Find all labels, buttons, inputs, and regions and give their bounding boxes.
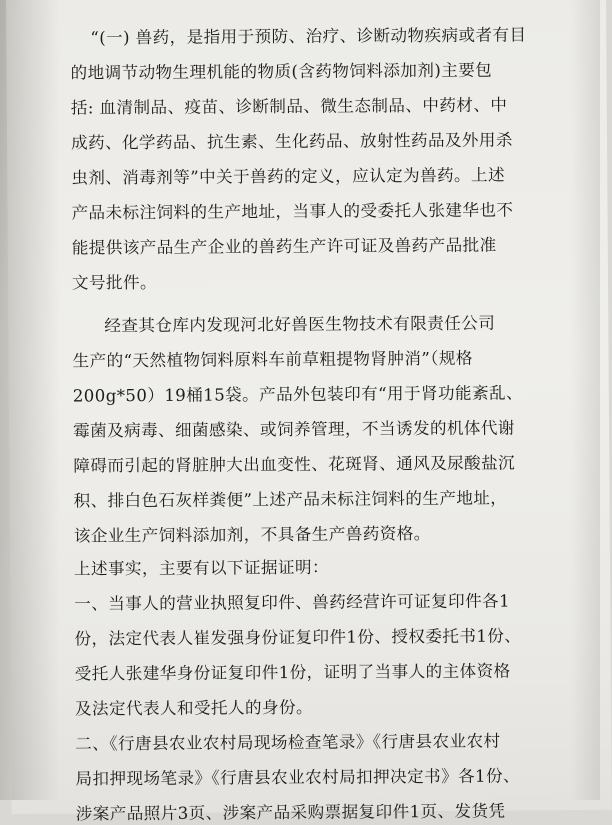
body-line: 积、排白色石灰样粪便”上述产品未标注饲料的生产地址， bbox=[73, 488, 508, 511]
body-line: 份，法定代表人崔发强身份证复印件1份、授权委托书1份、 bbox=[74, 626, 522, 649]
body-line: 经查其仓库内发现河北好兽医生物技术有限责任公司 bbox=[104, 313, 496, 336]
paper-sheet bbox=[6, 0, 612, 824]
body-line: 及法定代表人和受托人的身份。 bbox=[74, 697, 313, 719]
body-line: 上述事实，主要有以下证据证明： bbox=[73, 557, 329, 579]
body-line: 该企业生产饲料添加剂，不具备生产兽药资格。 bbox=[73, 524, 431, 546]
body-line: 涉案产品照片3页、涉案产品采购票据复印件1页、发货凭 bbox=[75, 801, 506, 824]
body-line: “(一) 兽药，是指用于预防、治疗、诊断动物疾病或者有目 bbox=[90, 25, 527, 48]
body-line: 200g*50）19桶15袋。产品外包装印有“用于肾功能紊乱、 bbox=[72, 383, 523, 406]
body-line: 能提供该产品生产企业的兽药生产许可证及兽药产品批准 bbox=[71, 235, 497, 258]
body-line: 括: 血清制品、疫苗、诊断制品、微生态制品、中药材、中 bbox=[70, 95, 508, 118]
body-line: 一、当事人的营业执照复印件、兽药经营许可证复印件各1 bbox=[74, 591, 511, 614]
body-line: 产品未标注饲料的生产地址，当事人的受委托人张建华也不 bbox=[71, 200, 514, 223]
body-line: 霉菌及病毒、细菌感染、或饲养管理，不当诱发的机体代谢 bbox=[72, 418, 515, 441]
body-line: 受托人张建华身份证复印件1份，证明了当事人的主体资格 bbox=[74, 661, 511, 684]
body-line: 障碍而引起的肾脏肿大出血变性、花斑肾、通风及尿酸盐沉 bbox=[73, 453, 516, 476]
body-line: 生产的“天然植物饲料原料车前草粗提物肾肿消”（规格 bbox=[72, 348, 473, 371]
body-line: 文号批件。 bbox=[71, 272, 158, 293]
document-body bbox=[6, 0, 612, 824]
body-line: 成药、化学药品、抗生素、生化药品、放射性药品及外用杀 bbox=[70, 130, 513, 153]
body-line: 二、《行唐县农业农村局现场检查笔录》《行唐县农业农村 bbox=[75, 731, 501, 754]
body-line: 的地调节动物生理机能的物质(含药物饲料添加剂)主要包 bbox=[70, 60, 493, 83]
body-line: 虫剂、消毒剂等”中关于兽药的定义，应认定为兽药。上述 bbox=[71, 165, 506, 188]
body-line: 局扣押现场笔录》《行唐县农业农村局扣押决定书》各1份、 bbox=[75, 766, 521, 789]
